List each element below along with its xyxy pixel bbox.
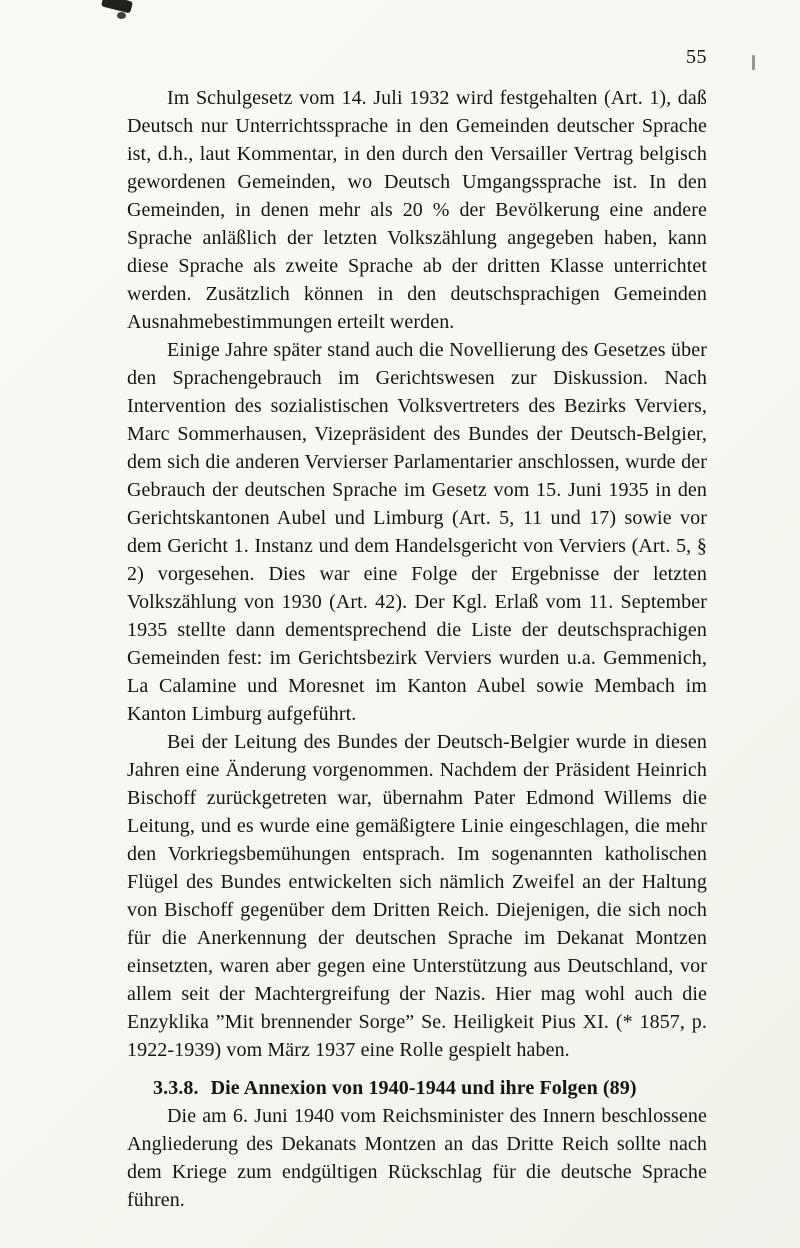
paragraph-gerichtswesen: Einige Jahre später stand auch die Novellierung des Gesetzes über den Sprachengebrauch im Gerichtswesen zur Diskussion. Nach Intervention des sozialistischen Volksvertreters des Bezirks Verviers, Marc Sommerhausen, Vizepräsident des Bundes der Deutsch-Belgier, dem sich die anderen Vervierser Parlamentarier anschlossen, wurde der Gebrauch der deutschen Sprache im Gesetz vom 15. Juni 1935 in den Gerichtskantonen Aubel und Limburg (Art. 5, 11 und 17) sowie vor dem Gericht 1. Instanz und dem Handelsgericht von Verviers (Art. 5, § 2) vorgesehen. Dies war eine Folge der Ergebnisse der letzten Volkszählung von 1930 (Art. 42). Der Kgl. Erlaß vom 11. September 1935 stellte dann dementsprechend die Liste der deutschsprachigen Gemeinden fest: im Gerichtsbezirk Verviers wurden u.a. Gemmenich, La Calamine und Moresnet im Kanton Aubel sowie Membach im Kanton Limburg aufgeführt. [127, 339, 707, 725]
paragraph-bund-leitung: Bei der Leitung des Bundes der Deutsch-Belgier wurde in diesen Jahren eine Änderung vorgenommen. Nachdem der Präsident Heinrich Bischoff zurückgetreten war, übernahm Pater Edmond Willems die Leitung, und es wurde eine gemäßigtere Linie eingeschlagen, die mehr den Vorkriegsbemühungen entsprach. Im sogenannten katholischen Flügel des Bundes entwickelten sich nämlich Zweifel an der Haltung von Bischoff gegenüber dem Dritten Reich. Diejenigen, die sich noch für die Anerkennung der deutschen Sprache im Dekanat Montzen einsetzten, waren aber gegen eine Unterstützung aus Deutschland, vor allem seit der Machtergreifung der Nazis. Hier mag wohl auch die Enzyklika ”Mit brennender Sorge” Se. Heiligkeit Pius XI. (* 1857, p. 1922-1939) vom März 1937 eine Rolle gespielt haben. [127, 731, 707, 1061]
scan-artifact [117, 12, 126, 19]
section-heading [127, 1074, 707, 1102]
scan-artifact [101, 0, 133, 13]
section-title: Die Annexion von 1940-1944 und ihre Folgen (89) [210, 1077, 637, 1099]
scan-artifact [752, 55, 755, 70]
page-number: 55 [686, 46, 707, 68]
paragraph-annexion: Die am 6. Juni 1940 vom Reichsminister des Innern beschlossene Angliederung des Dekanats Montzen an das Dritte Reich sollte nach dem Kriege zum endgültigen Rückschlag für die deutsche Sprache führen. [127, 1105, 707, 1211]
page-body [127, 84, 707, 1214]
section-number: 3.3.8. [153, 1077, 199, 1099]
paragraph-schulgesetz: Im Schulgesetz vom 14. Juli 1932 wird festgehalten (Art. 1), daß Deutsch nur Unterrichtssprache in den Gemeinden deutscher Sprache ist, d.h., laut Kommentar, in den durch den Versailler Vertrag belgisch gewordenen Gemeinden, wo Deutsch Umgangssprache ist. In den Gemeinden, in denen mehr als 20 % der Bevölkerung eine andere Sprache anläßlich der letzten Volkszählung angegeben haben, kann diese Sprache als zweite Sprache ab der dritten Klasse unterrichtet werden. Zusätzlich können in den deutschsprachigen Gemeinden Ausnahmebestimmungen erteilt werden. [127, 87, 707, 333]
